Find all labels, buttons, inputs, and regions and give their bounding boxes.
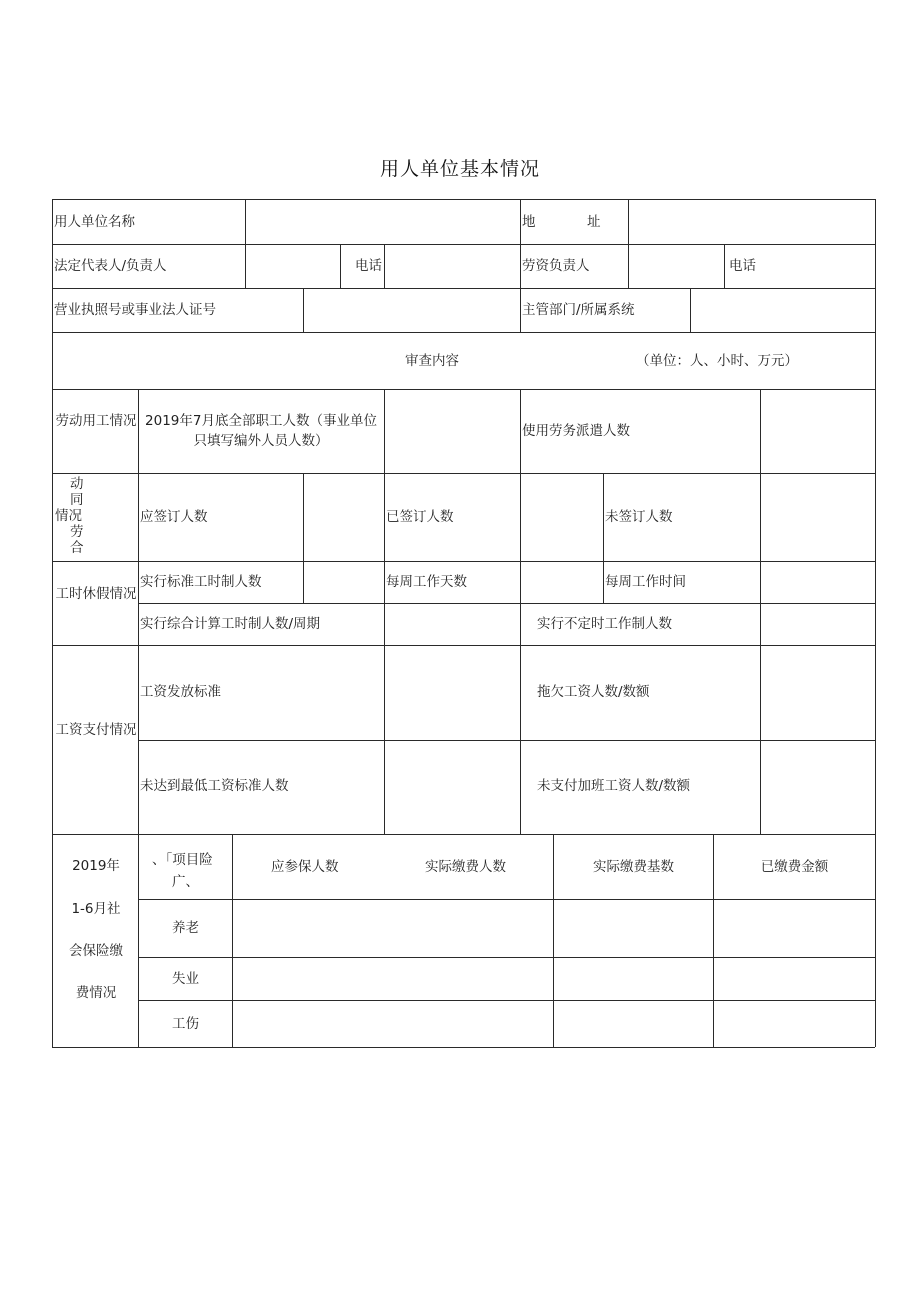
col-divider bbox=[245, 199, 246, 244]
col-divider bbox=[384, 389, 385, 473]
wage-standard-label: 工资发放标准 bbox=[140, 684, 221, 700]
col-divider bbox=[232, 834, 233, 1047]
hours-section-label: 工时休假情况 bbox=[55, 586, 137, 602]
col-divider bbox=[303, 473, 304, 561]
legal-rep-label: 法定代表人/负责人 bbox=[54, 258, 167, 274]
col-divider bbox=[340, 244, 341, 288]
col-divider bbox=[520, 288, 521, 332]
col-divider bbox=[628, 199, 629, 244]
address-label-2: 址 bbox=[587, 214, 601, 230]
contract-section-line: 动 bbox=[70, 476, 84, 492]
col-divider bbox=[690, 288, 691, 332]
col-divider bbox=[760, 561, 761, 645]
row-divider bbox=[138, 603, 875, 604]
col-divider bbox=[384, 244, 385, 288]
wage-arrears-label: 拖欠工资人数/数额 bbox=[537, 684, 650, 700]
col-divider bbox=[138, 389, 139, 473]
contract-section-line: 合 bbox=[70, 540, 84, 556]
col-divider bbox=[603, 473, 604, 561]
license-label: 营业执照号或事业法人证号 bbox=[54, 302, 216, 318]
insurance-row-unemployment: 失业 bbox=[172, 971, 199, 987]
contract-section-line: 同 bbox=[70, 492, 84, 508]
should-sign-label: 应签订人数 bbox=[140, 509, 208, 525]
row-divider bbox=[52, 561, 875, 562]
insurance-row-injury: 工伤 bbox=[172, 1016, 199, 1032]
insurance-header-corner: 广、 bbox=[172, 874, 199, 890]
row-divider bbox=[52, 244, 875, 245]
unit-note: （单位：人、小时、万元） bbox=[636, 353, 798, 369]
col-divider bbox=[303, 561, 304, 603]
row-divider bbox=[52, 288, 875, 289]
signed-label: 已签订人数 bbox=[386, 509, 454, 525]
unit-name-label: 用人单位名称 bbox=[54, 214, 135, 230]
row-divider bbox=[52, 834, 875, 835]
col-divider bbox=[138, 645, 139, 834]
col-divider bbox=[760, 473, 761, 561]
col-divider bbox=[628, 244, 629, 288]
page-title: 用人单位基本情况 bbox=[379, 158, 540, 180]
col-divider bbox=[603, 561, 604, 603]
contract-section-line: 情况 bbox=[55, 508, 82, 524]
unsigned-label: 未签订人数 bbox=[605, 509, 673, 525]
below-min-wage-label: 未达到最低工资标准人数 bbox=[140, 778, 289, 794]
hours-per-week-label: 每周工作时间 bbox=[605, 574, 686, 590]
col-divider bbox=[520, 645, 521, 834]
insurance-row-pension: 养老 bbox=[172, 920, 199, 936]
col-divider bbox=[520, 473, 521, 561]
phone-label-2: 电话 bbox=[729, 258, 756, 274]
row-divider bbox=[52, 389, 875, 390]
insurance-section-line: 会保险缴 bbox=[69, 943, 123, 959]
standard-hours-label: 实行标准工时制人数 bbox=[140, 574, 262, 590]
insurance-section-line: 2019年 bbox=[72, 858, 120, 874]
comprehensive-hours-label: 实行综合计算工时制人数/周期 bbox=[140, 616, 321, 632]
col-divider bbox=[760, 645, 761, 834]
total-staff-label: 2019年7月底全部职工人数（事业单位只填写编外人员人数） bbox=[145, 413, 377, 449]
dept-label: 主管部门/所属系统 bbox=[522, 302, 635, 318]
row-divider bbox=[138, 1000, 875, 1001]
wage-section-label: 工资支付情况 bbox=[55, 722, 137, 738]
col-header-actual-payers: 实际缴费人数 bbox=[425, 859, 506, 875]
row-divider bbox=[138, 957, 875, 958]
overtime-unpaid-label: 未支付加班工资人数/数额 bbox=[537, 778, 691, 794]
col-header-should-insure: 应参保人数 bbox=[271, 859, 339, 875]
insurance-section-line: 1-6月社 bbox=[71, 901, 121, 917]
col-divider bbox=[303, 288, 304, 332]
labor-section-label: 劳动用工情况 bbox=[55, 413, 137, 429]
col-divider bbox=[520, 561, 521, 645]
col-divider bbox=[520, 244, 521, 288]
row-divider bbox=[52, 645, 875, 646]
row-divider bbox=[138, 740, 875, 741]
row-divider bbox=[52, 473, 875, 474]
days-per-week-label: 每周工作天数 bbox=[386, 574, 467, 590]
table-border-left bbox=[52, 199, 53, 1047]
col-header-paid-amount: 已缴费金额 bbox=[760, 859, 829, 875]
col-divider bbox=[724, 244, 725, 288]
insurance-section-line: 费情况 bbox=[75, 985, 117, 1001]
col-divider bbox=[245, 244, 246, 288]
review-label: 审查内容 bbox=[405, 353, 459, 369]
col-divider bbox=[520, 389, 521, 473]
col-header-payment-base: 实际缴费基数 bbox=[593, 859, 674, 875]
col-divider bbox=[384, 473, 385, 561]
table-border-top bbox=[52, 199, 875, 200]
col-divider bbox=[138, 561, 139, 645]
table-border-right bbox=[875, 199, 876, 1047]
col-divider bbox=[760, 389, 761, 473]
phone-label-1: 电话 bbox=[355, 258, 382, 274]
address-label-1: 地 bbox=[522, 214, 536, 230]
table-border-bottom bbox=[52, 1047, 875, 1048]
dispatch-label: 使用劳务派遣人数 bbox=[522, 423, 630, 439]
col-divider bbox=[384, 561, 385, 645]
wage-manager-label: 劳资负责人 bbox=[522, 258, 590, 274]
col-divider bbox=[138, 473, 139, 561]
insurance-header-corner: 、「项目险 bbox=[152, 852, 213, 868]
row-divider bbox=[138, 899, 875, 900]
row-divider bbox=[52, 332, 875, 333]
flexible-hours-label: 实行不定时工作制人数 bbox=[537, 616, 672, 632]
col-divider bbox=[384, 645, 385, 834]
contract-section-line: 劳 bbox=[70, 524, 84, 540]
col-divider bbox=[520, 199, 521, 244]
